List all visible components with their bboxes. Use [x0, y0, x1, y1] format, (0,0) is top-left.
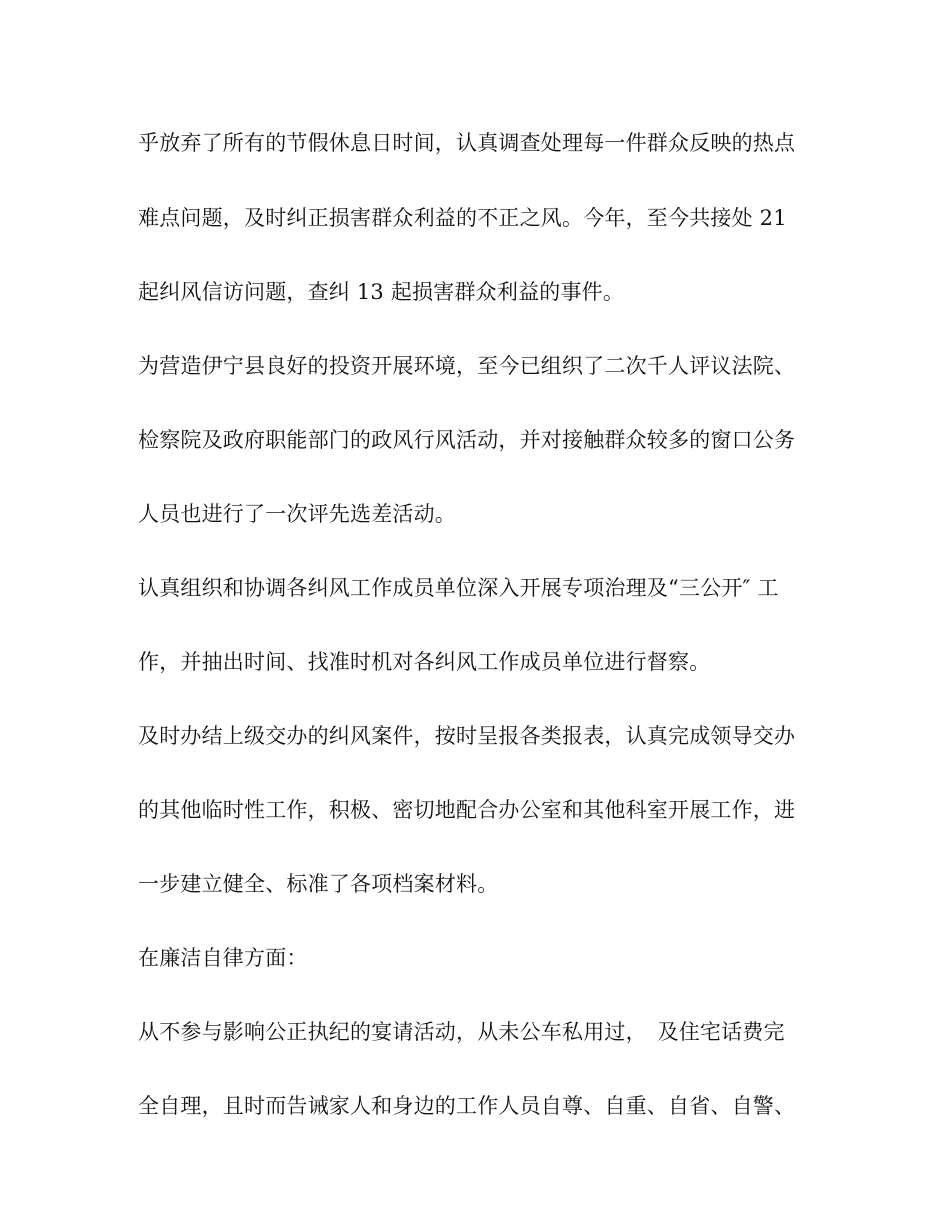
- text-line: 一步建立健全、标准了各项档案材料。: [138, 872, 499, 896]
- text-line: 在廉洁自律方面：: [138, 946, 308, 970]
- text-line: 从不参与影响公正执纪的宴请活动，从未公车私用过， 及住宅话费完: [138, 1020, 785, 1044]
- text-line: 的其他临时性工作，积极、密切地配合办公室和其他科室开展工作，进: [138, 798, 796, 822]
- text-line: 作，并抽出时间、找准时机对各纠风工作成员单位进行督察。: [138, 650, 711, 674]
- text-line: 检察院及政府职能部门的政风行风活动，并对接触群众较多的窗口公务: [138, 428, 796, 452]
- text-line: 认真组织和协调各纠风工作成员单位深入开展专项治理及“三公开″ 工: [138, 576, 779, 600]
- text-line: 起纠风信访问题，查纠 13 起损害群众利益的事件。: [138, 280, 625, 304]
- text-line: 乎放弃了所有的节假休息日时间，认真调查处理每一件群众反映的热点: [138, 131, 796, 155]
- text-line: 及时办结上级交办的纠风案件，按时呈报各类报表，认真完成领导交办: [138, 724, 796, 748]
- text-line: 为营造伊宁县良好的投资开展环境，至今已组织了二次千人评议法院、: [138, 354, 796, 378]
- text-line: 难点问题，及时纠正损害群众利益的不正之风。今年，至今共接处 21: [138, 206, 787, 230]
- text-line: 全自理，且时而告诫家人和身边的工作人员自尊、自重、自省、自警、: [138, 1094, 796, 1118]
- text-line: 人员也进行了一次评先选差活动。: [138, 502, 456, 526]
